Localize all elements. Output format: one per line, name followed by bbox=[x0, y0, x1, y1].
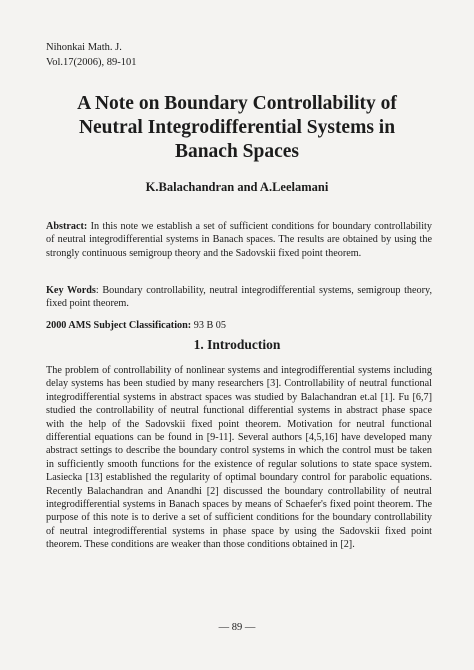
section-heading-introduction: 1. Introduction bbox=[193, 337, 281, 352]
keywords-label: Key Words bbox=[46, 285, 96, 296]
abstract bbox=[46, 220, 432, 260]
journal-name: Nihonkai Math. J. bbox=[46, 42, 122, 53]
keywords bbox=[46, 284, 432, 311]
journal-volume: Vol.17(2006), 89-101 bbox=[46, 57, 137, 68]
title-line-3: Banach Spaces bbox=[174, 141, 300, 162]
ams-label: 2000 AMS Subject Classification: bbox=[46, 320, 192, 331]
journal-info bbox=[46, 40, 137, 70]
ams-classification bbox=[46, 319, 432, 332]
abstract-label: Abstract: bbox=[46, 221, 88, 232]
keywords-text: : Boundary controllability, neutral integrodifferential systems, semigroup theory, fixed point theorem. bbox=[46, 285, 432, 310]
introduction-paragraph: The problem of controllability of nonlinear systems and integrodifferential systems including delay systems has been studied by many researchers [3]. Controllability of neutral functional integrodifferential systems in abstract spaces was studied by Balachandran et.al [1]. Fu [6,7] studied the controllability of neutral functional differential systems in abstract phase space with the help of the Sadovskii fixed point theorem. Motivation for neutral functional differential equations can be found in [9-11]. Several authors [4,5,16] have developed many abstract settings to describe the boundary control systems in which the control must be taken in sufficiently smooth functions for the existence of regular solutions to state space system. Lasiecka [13] established the regularity of optimal boundary control for parabolic equations. Recently Balachandran and Anandhi [2] discussed the boundary controllability of neutral integrodifferential systems in Banach spaces by means of Schaefer's fixed point theorem. The purpose of this note is to derive a set of sufficient conditions for the boundary controllability of neutral integrodifferential systems in phase space by using the Sadovskii fixed point theorem. These conditions are weaker than those conditions obtained in [2]. bbox=[46, 365, 432, 551]
title-line-2: Neutral Integrodifferential Systems in bbox=[78, 117, 396, 138]
paper-title bbox=[0, 92, 474, 164]
ams-code: 93 B 05 bbox=[193, 320, 226, 331]
paper-authors: K.Balachandran and A.Leelamani bbox=[145, 180, 329, 194]
page-number: — 89 — bbox=[218, 622, 256, 633]
title-line-1: A Note on Boundary Controllability of bbox=[77, 93, 397, 114]
abstract-text: In this note we establish a set of sufficient conditions for boundary controllability of neutral integrodifferential systems in Banach spaces. The results are obtained by using the strongly continuous semigroup theory and the Sadovskii fixed point theorem. bbox=[46, 221, 432, 259]
